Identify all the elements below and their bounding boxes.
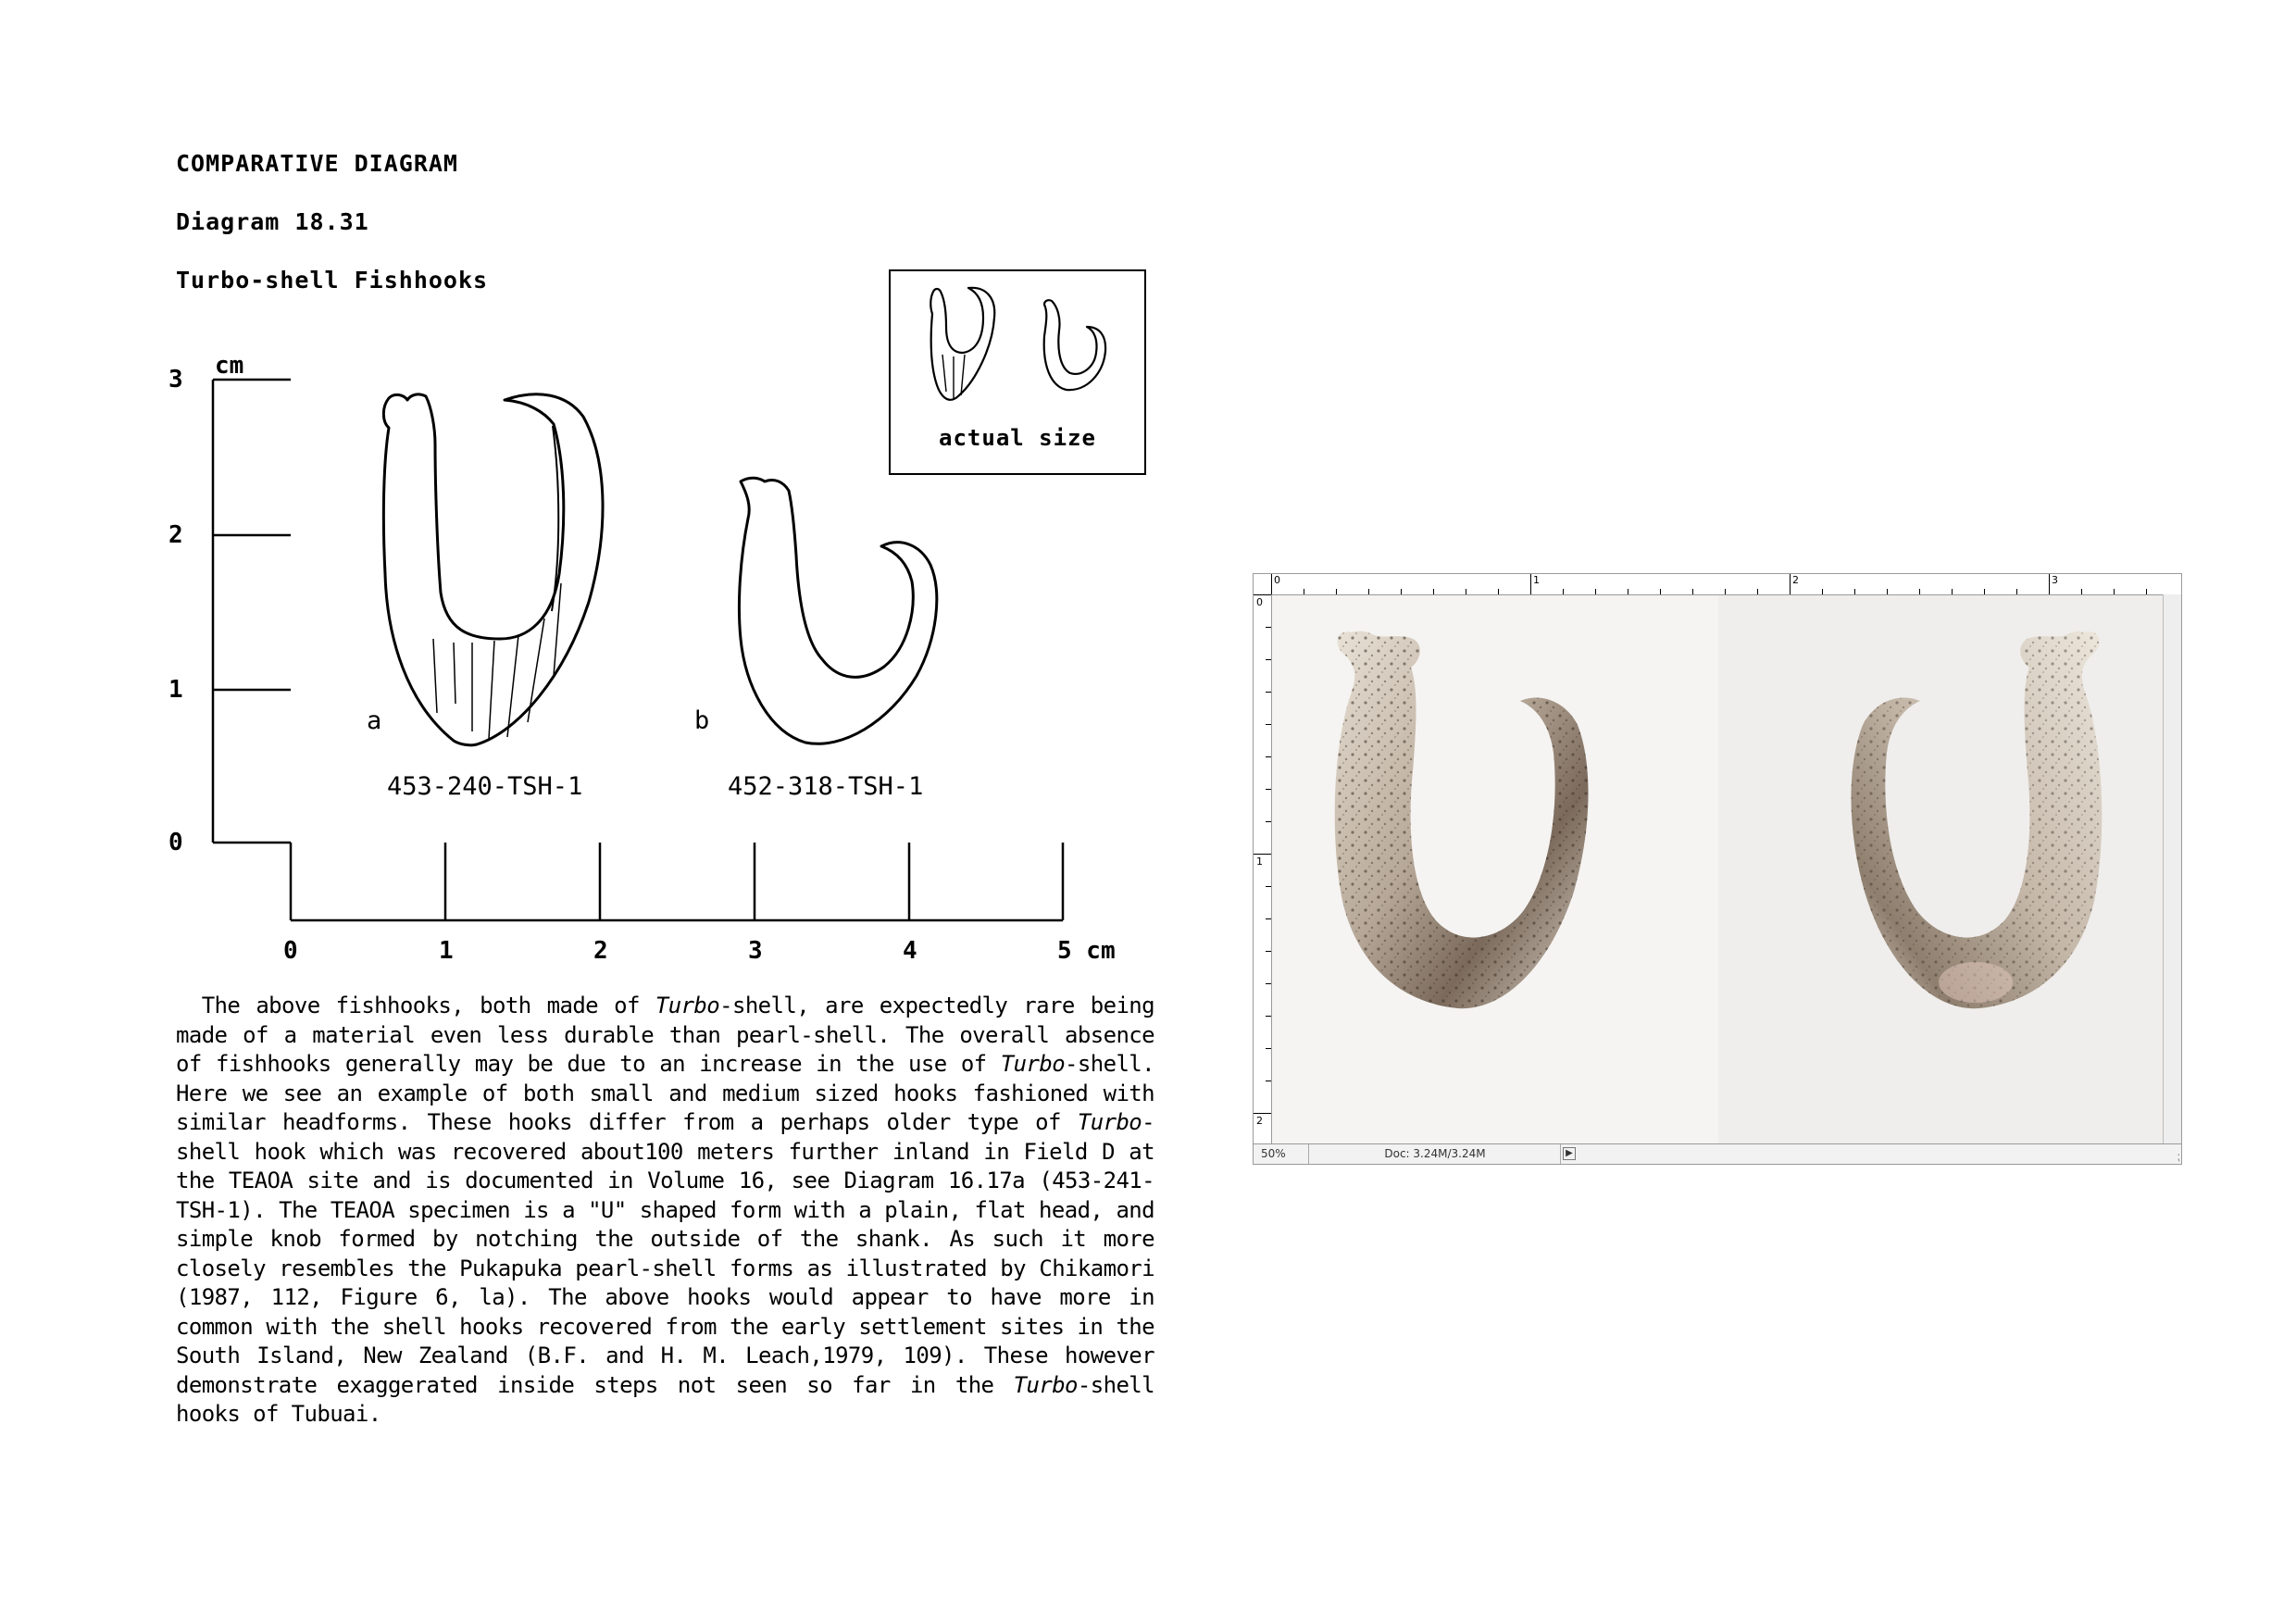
ruler-label: 0 [1274, 574, 1280, 586]
x-tick-label: 0 [283, 937, 298, 965]
status-bar [1254, 1143, 2181, 1164]
left-ruler-ticks [1254, 594, 1271, 1144]
x-tick-label: 5 cm [1057, 937, 1116, 965]
x-tick-label: 4 [903, 937, 917, 965]
body-italic-term: Turbo [655, 993, 720, 1018]
body-italic-term: Turbo [1013, 1371, 1078, 1398]
top-ruler-ticks [1271, 574, 2164, 594]
status-menu-arrow-icon[interactable]: ▶ [1563, 1147, 1576, 1160]
ruler-label: 2 [1256, 1115, 1263, 1127]
ruler-label: 3 [2052, 574, 2058, 586]
left-ruler[interactable] [1254, 594, 1272, 1143]
y-unit-label: cm [215, 352, 244, 380]
body-text-segment: -shell, are expectedly rare being made of a material even less durable than pearl-shell. The overall absence of fishhooks generally may be due to an increase in the use of [176, 993, 1155, 1077]
fishhook-photo [1272, 595, 2163, 1143]
body-text-segment: -shell. Here we see an example of both small and medium sized hooks fashioned with similar headforms. These hooks differ from a perhaps older type of [176, 1051, 1154, 1135]
fishhook-b-drawing [739, 478, 936, 743]
fishhook-photo-render [1272, 595, 2163, 1143]
actual-size-hooks [891, 271, 1144, 419]
x-tick-label: 2 [593, 937, 608, 965]
image-viewer-window [1253, 573, 2182, 1165]
ruler-corner [1254, 574, 1272, 595]
y-tick-label: 0 [168, 829, 183, 856]
y-tick-label: 3 [168, 366, 183, 394]
body-text-segment: The above fishhooks, both made of [201, 993, 655, 1018]
body-paragraph [176, 992, 1154, 1430]
specimen-a-id: 453-240-TSH-1 [387, 772, 583, 801]
body-text-segment: -shell hook which was recovered about100 meters further inland in Field D at the TEAOA site and is documented in Volume 16, see Diagram 16.17a (453-241-TSH-1). The TEAOA specimen is a "U" shaped form with a plain, flat head, and simple knob formed by notching the outside of the shank. As such it more closely resembles the Pukapuka pearl-shell forms as illustrated by Chikamori (1987, 112, Figure 6, la). The above hooks would appear to have more in common with the shell hooks recovered from the early settlement sites in the South Island, New Zealand (B.F. and H. M. Leach,1979, 109). These however demonstrate exaggerated inside steps not seen so far in the [176, 1109, 1154, 1398]
x-tick-label: 3 [748, 937, 763, 965]
body-italic-term: Turbo [1000, 1051, 1066, 1077]
document-size-info: Doc: 3.24M/3.24M [1310, 1144, 1561, 1164]
specimen-b-id: 452-318-TSH-1 [728, 772, 924, 801]
document-title: COMPARATIVE DIAGRAM [176, 150, 458, 177]
x-axis [291, 843, 1063, 920]
ruler-label: 1 [1533, 574, 1540, 586]
ruler-label: 2 [1792, 574, 1799, 586]
vertical-scrollbar[interactable] [2163, 594, 2181, 1143]
x-tick-label: 1 [439, 937, 454, 965]
inset-caption: actual size [939, 425, 1096, 451]
y-tick-label: 1 [168, 676, 183, 704]
body-text-segment: -shell hooks of Tubuai. [176, 1371, 1154, 1427]
zoom-level-field[interactable]: 50% [1254, 1144, 1309, 1164]
fishhook-a-drawing [383, 394, 603, 745]
ruler-label: 0 [1256, 596, 1263, 608]
body-italic-term: Turbo [1077, 1109, 1142, 1135]
specimen-a-letter: a [367, 706, 382, 735]
ruler-label: 1 [1256, 856, 1263, 868]
top-ruler[interactable] [1271, 574, 2163, 595]
actual-size-inset [889, 269, 1146, 475]
diagram-subtitle: Turbo-shell Fishhooks [176, 267, 489, 294]
diagram-number: Diagram 18.31 [176, 208, 369, 235]
fishhook-scale-diagram [0, 0, 1167, 981]
specimen-b-letter: b [694, 706, 710, 735]
y-axis [213, 380, 291, 843]
y-tick-label: 2 [168, 521, 183, 549]
resize-grip-icon[interactable]: ⁏ [2176, 1150, 2180, 1163]
